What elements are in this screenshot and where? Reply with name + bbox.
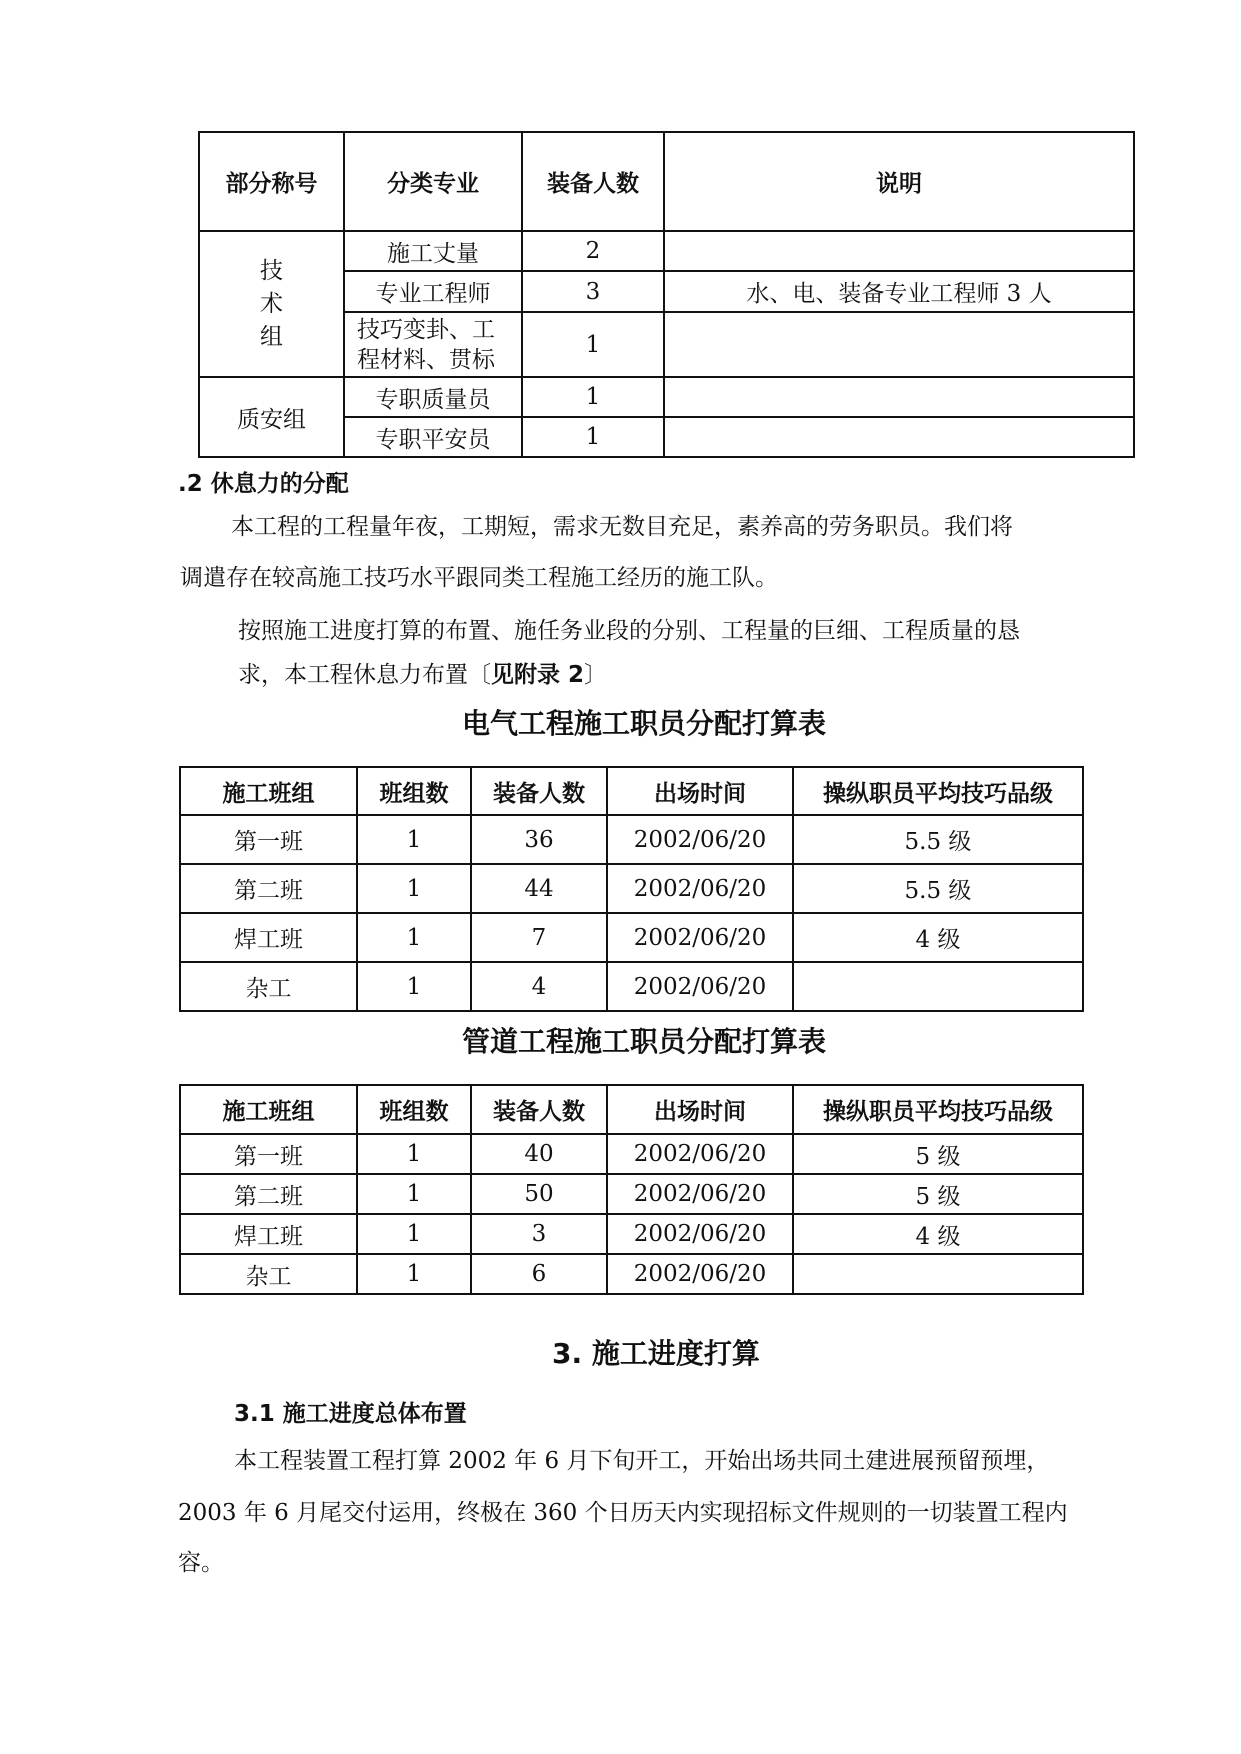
paragraph-line: 2003 年 6 月尾交付运用，终极在 360 个日历天内实现招标文件规则的一切装置工程内 [178, 1500, 1068, 1526]
table-cell: 6 [471, 1254, 607, 1294]
table-cell: 第一班 [180, 815, 357, 864]
group-name-quality: 质安组 [199, 377, 344, 457]
table-row [180, 962, 1083, 1011]
table-cell: 施工丈量 [344, 231, 522, 271]
table-cell: 5 级 [793, 1134, 1083, 1174]
column-header: 施工班组 [180, 1085, 357, 1134]
table-cell: 4 级 [793, 913, 1083, 962]
table-cell: 焊工班 [180, 913, 357, 962]
table-cell: 水、电、装备专业工程师 3 人 [664, 271, 1134, 312]
table-cell: 4 [471, 962, 607, 1011]
table-cell: 7 [471, 913, 607, 962]
table-cell: 2002/06/20 [607, 815, 793, 864]
appendix-reference: 见附录 2 [491, 662, 585, 688]
group-name-tech [200, 255, 343, 354]
cell-line: 技巧变卦、工 [357, 316, 495, 343]
table-cell [793, 962, 1083, 1011]
table-row [180, 1174, 1083, 1214]
column-header: 操纵职员平均技巧品级 [793, 767, 1083, 815]
column-header: 装备人数 [471, 767, 607, 815]
electrical-table [179, 766, 1084, 1012]
paragraph-line [238, 661, 607, 689]
column-header: 施工班组 [180, 767, 357, 815]
group-name-char: 组 [260, 323, 283, 350]
table-cell: 1 [357, 815, 471, 864]
cell-line: 程材料、贯标 [357, 346, 495, 373]
table-cell: 5.5 级 [793, 864, 1083, 913]
table-cell: 1 [357, 913, 471, 962]
column-header: 出场时间 [607, 1085, 793, 1134]
table-row [180, 864, 1083, 913]
table-cell: 专职质量员 [344, 377, 522, 417]
table-cell: 5.5 级 [793, 815, 1083, 864]
table-cell: 4 级 [793, 1214, 1083, 1254]
paragraph-text: 〕 [584, 662, 608, 688]
table-cell: 2002/06/20 [607, 864, 793, 913]
table-cell: 36 [471, 815, 607, 864]
table-cell: 专业工程师 [344, 271, 522, 312]
table-cell [664, 231, 1134, 271]
table-cell: 1 [522, 377, 664, 417]
table-cell: 1 [522, 417, 664, 457]
table-cell [664, 377, 1134, 417]
electrical-table-title: 电气工程施工职员分配打算表 [462, 707, 827, 740]
staff-header-note: 说明 [664, 132, 1134, 231]
paragraph-line: 本工程的工程量年夜，工期短，需求无数目充足，素养高的劳务职员。我们将 [231, 514, 1013, 540]
table-cell [664, 312, 1134, 377]
table-cell: 1 [357, 962, 471, 1011]
group-name-char: 技 [260, 257, 283, 284]
column-header: 出场时间 [607, 767, 793, 815]
table-row [180, 913, 1083, 962]
table-cell: 焊工班 [180, 1214, 357, 1254]
table-row [180, 1214, 1083, 1254]
pipe-table-title: 管道工程施工职员分配打算表 [462, 1025, 827, 1058]
paragraph-text: 求，本工程休息力布置〔 [238, 662, 491, 688]
table-cell: 2002/06/20 [607, 1214, 793, 1254]
staff-header-specialty: 分类专业 [344, 132, 522, 231]
table-cell: 1 [357, 1174, 471, 1214]
table-cell: 2002/06/20 [607, 962, 793, 1011]
table-cell: 2 [522, 231, 664, 271]
table-cell: 第二班 [180, 864, 357, 913]
table-cell: 50 [471, 1174, 607, 1214]
pipe-table [179, 1084, 1084, 1295]
subsection-heading: 3.1 施工进度总体布置 [234, 1401, 467, 1427]
table-cell: 3 [471, 1214, 607, 1254]
table-cell: 40 [471, 1134, 607, 1174]
column-header: 操纵职员平均技巧品级 [793, 1085, 1083, 1134]
table-cell: 杂工 [180, 962, 357, 1011]
table-cell: 2002/06/20 [607, 1134, 793, 1174]
table-cell: 专职平安员 [344, 417, 522, 457]
staff-table [198, 131, 1135, 458]
table-cell: 1 [357, 1134, 471, 1174]
table-cell [664, 417, 1134, 457]
staff-header-dept: 部分称号 [199, 132, 344, 231]
paragraph-line: 按照施工进度打算的布置、施任务业段的分别、工程量的巨细、工程质量的恳 [238, 618, 1020, 644]
table-cell: 第二班 [180, 1174, 357, 1214]
table-cell: 44 [471, 864, 607, 913]
table-row [180, 815, 1083, 864]
table-cell: 1 [357, 1254, 471, 1294]
table-cell [793, 1254, 1083, 1294]
table-cell [344, 312, 522, 377]
table-cell: 第一班 [180, 1134, 357, 1174]
staff-header-count: 装备人数 [522, 132, 664, 231]
table-cell: 1 [522, 312, 664, 377]
paragraph-line: 容。 [178, 1550, 224, 1576]
column-header: 装备人数 [471, 1085, 607, 1134]
column-header: 班组数 [357, 1085, 471, 1134]
table-row [180, 1254, 1083, 1294]
table-cell: 1 [357, 1214, 471, 1254]
column-header: 班组数 [357, 767, 471, 815]
table-cell: 2002/06/20 [607, 1254, 793, 1294]
table-cell: 2002/06/20 [607, 1174, 793, 1214]
group-name [199, 231, 344, 377]
section-heading-labor: .2 休息力的分配 [178, 471, 349, 497]
table-cell: 5 级 [793, 1174, 1083, 1214]
table-row [180, 1134, 1083, 1174]
table-cell: 杂工 [180, 1254, 357, 1294]
table-cell: 1 [357, 864, 471, 913]
group-name-char: 术 [260, 290, 283, 317]
section-heading-schedule: 3. 施工进度打算 [552, 1337, 760, 1370]
paragraph-line: 本工程装置工程打算 2002 年 6 月下旬开工，开始出场共同土建进展预留预埋， [234, 1448, 1050, 1474]
paragraph-line: 调遣存在较高施工技巧水平跟同类工程施工经历的施工队。 [180, 565, 778, 591]
table-cell: 2002/06/20 [607, 913, 793, 962]
table-cell: 3 [522, 271, 664, 312]
